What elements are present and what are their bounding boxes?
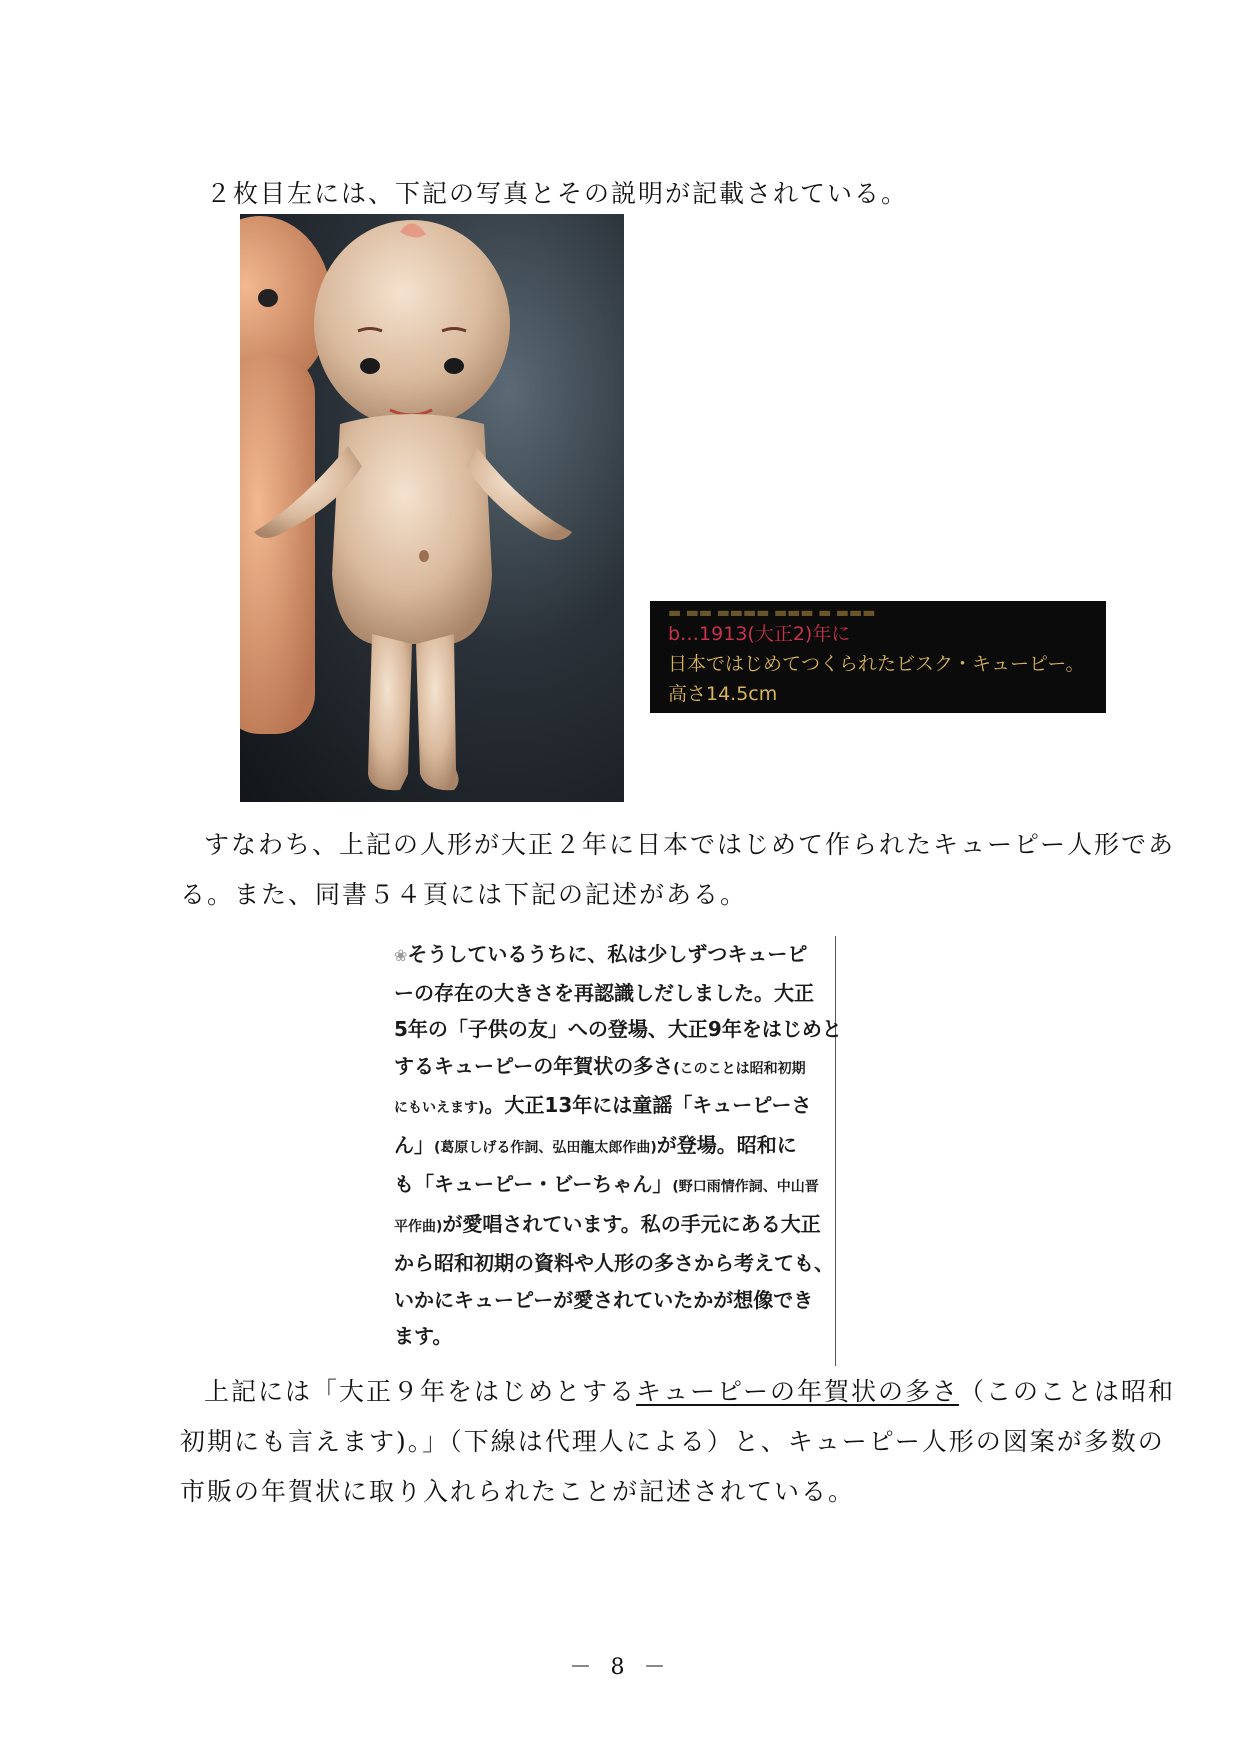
quote-line: 平作曲)が愛唱されています。私の手元にある大正: [394, 1211, 821, 1236]
kewpie-doll-illustration: [240, 214, 624, 802]
caption-line-2: 日本ではじめてつくられたビスク・キューピー。: [668, 653, 1085, 675]
photo-caption: [650, 601, 1106, 713]
quote-line: にもいえます)。大正13年には童謡「キューピーさ: [394, 1093, 812, 1117]
quote-line: ❀そうしているうちに、私は少しずつキューピ: [394, 942, 808, 966]
caption-line-3: 高さ14.5cm: [668, 683, 778, 705]
para3-line-1: 上記には「大正９年をはじめとするキューピーの年賀状の多さ（このことは昭和: [204, 1377, 1176, 1406]
quote-line: するキューピーの年賀状の多さ(このことは昭和初期: [394, 1053, 806, 1078]
caption-cropped-line: ▬ ▬▬ ▬▬▬▬ ▬▬▬ ▬ ▬▬▬: [668, 607, 876, 619]
quote-line: ます。: [394, 1324, 453, 1348]
page-number: － 8 －: [569, 1655, 672, 1680]
quote-line: いかにキューピーが愛されていたかが想像でき: [394, 1287, 814, 1312]
quote-line: ーの存在の大きさを再認識しだしました。大正: [394, 980, 814, 1005]
para3-line-3: 市販の年賀状に取り入れられたことが記述されている。: [180, 1477, 856, 1506]
quoted-excerpt: [394, 936, 842, 1366]
para2-line-1: すなわち、上記の人形が大正２年に日本ではじめて作られたキューピー人形であ: [204, 830, 1176, 859]
para3-line-2: 初期にも言えます)。」（下線は代理人による）と、キューピー人形の図案が多数の: [180, 1427, 1165, 1456]
quote-line: 5年の「子供の友」への登場、大正9年をはじめと: [394, 1017, 842, 1041]
quote-line: も「キューピー・ビーちゃん」(野口雨情作詞、中山晋: [394, 1172, 819, 1196]
kewpie-doll-photo: [240, 214, 624, 802]
intro-text: ２枚目左には、下記の写真とその説明が記載されている。: [206, 179, 909, 208]
underlined-text: キューピーの年賀状の多さ: [636, 1377, 960, 1406]
para2-line-2: る。また、同書５４頁には下記の記述がある。: [180, 880, 748, 909]
caption-line-1: b…1913(大正2)年に: [668, 623, 851, 645]
quote-line: から昭和初期の資料や人形の多さから考えても、: [394, 1251, 834, 1275]
quote-line: ん」(葛原しげる作詞、弘田龍太郎作曲)が登場。昭和に: [394, 1132, 797, 1157]
